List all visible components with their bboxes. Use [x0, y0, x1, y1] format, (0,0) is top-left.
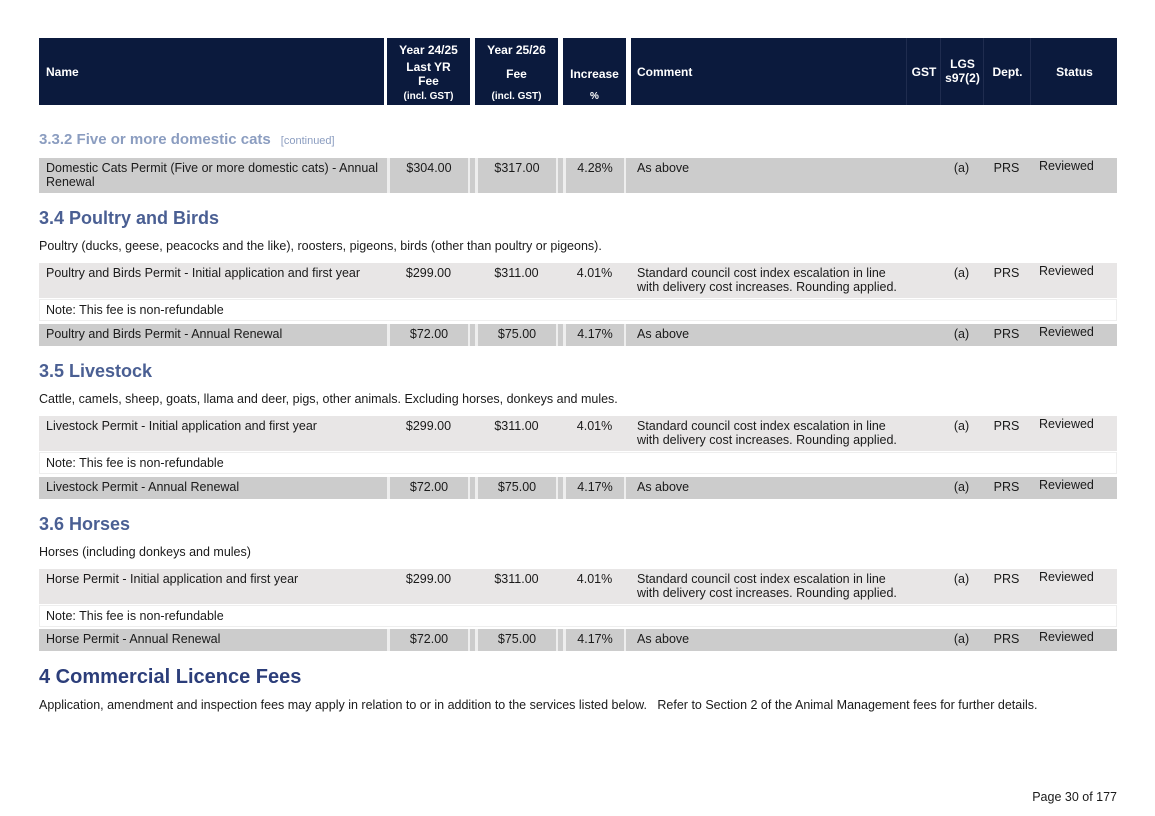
- cell-last-fee: $299.00: [405, 419, 452, 433]
- cell-name: Horse Permit - Initial application and first year: [46, 572, 299, 586]
- cell-lgs: (a): [953, 480, 970, 494]
- header-comment-group: [631, 38, 1117, 105]
- cell-dept: PRS: [993, 419, 1020, 433]
- cell-last-fee: $72.00: [387, 477, 470, 499]
- cell-lgs: (a): [953, 632, 970, 646]
- cell-comment: As above: [637, 161, 690, 175]
- cell-last-fee: $304.00: [387, 158, 470, 193]
- table-header: [39, 38, 1117, 105]
- header-lgs: LGS s97(2): [940, 38, 984, 105]
- cell-status: Reviewed: [1039, 417, 1094, 431]
- cell-comment: As above: [637, 327, 690, 341]
- cell-comment: Standard council cost index escalation in line with delivery cost increases. Rounding applied.: [637, 572, 897, 600]
- header-dept: Dept.: [983, 38, 1031, 105]
- cell-status: Reviewed: [1039, 159, 1094, 173]
- cell-status: Reviewed: [1039, 478, 1094, 492]
- cell-name: Livestock Permit - Annual Renewal: [46, 480, 240, 494]
- table-row: [39, 158, 1117, 193]
- cell-fee: $311.00: [494, 266, 539, 280]
- cell-lgs: (a): [953, 161, 970, 175]
- header-this-year-fee: Year 25/26 Fee (incl. GST): [475, 38, 558, 105]
- cell-last-fee: $72.00: [387, 629, 470, 651]
- section-desc-horses: Horses (including donkeys and mules): [39, 545, 251, 559]
- note-row: [39, 605, 1117, 627]
- section-heading-livestock: 3.5 Livestock: [39, 361, 153, 381]
- header-comment: Comment: [637, 65, 693, 79]
- header-increase: Increase %: [563, 38, 626, 105]
- section-heading-cats: 3.3.2 Five or more domestic cats [continued]: [39, 131, 335, 148]
- cell-increase: 4.17%: [563, 324, 626, 346]
- cell-lgs: (a): [953, 419, 970, 433]
- section-desc-livestock: Cattle, camels, sheep, goats, llama and deer, pigs, other animals. Excluding horses, donkeys and mules.: [39, 392, 618, 406]
- header-name: Name: [39, 38, 384, 105]
- table-row: [39, 477, 1117, 499]
- note-row: [39, 452, 1117, 474]
- page-number: Page 30 of 177: [1032, 790, 1117, 804]
- cell-name: Poultry and Birds Permit - Annual Renewal: [46, 327, 283, 341]
- cell-dept: PRS: [993, 266, 1020, 280]
- cell-name: Livestock Permit - Initial application and first year: [46, 419, 317, 433]
- section-heading-commercial: 4 Commercial Licence Fees: [39, 666, 302, 688]
- cell-fee: $75.00: [475, 324, 558, 346]
- section-desc-commercial: Application, amendment and inspection fees may apply in relation to or in addition to the services listed below. Refer to Section 2 of the Animal Management fees for further details.: [39, 698, 1038, 712]
- section-heading-horses: 3.6 Horses: [39, 514, 131, 534]
- cell-comment: As above: [637, 632, 690, 646]
- cell-increase: 4.01%: [576, 266, 613, 280]
- section-desc-poultry: Poultry (ducks, geese, peacocks and the like), roosters, pigeons, birds (other than poultry or pigeons).: [39, 239, 602, 253]
- cell-dept: PRS: [993, 327, 1020, 341]
- cell-dept: PRS: [993, 480, 1020, 494]
- table-row: [39, 324, 1117, 346]
- cell-fee: $311.00: [494, 572, 539, 586]
- table-row: [39, 629, 1117, 651]
- cell-comment: Standard council cost index escalation in line with delivery cost increases. Rounding applied.: [637, 266, 897, 294]
- cell-status: Reviewed: [1039, 570, 1094, 584]
- cell-increase: 4.28%: [563, 158, 626, 193]
- cell-note: Note: This fee is non-refundable: [46, 609, 224, 623]
- cell-dept: PRS: [993, 161, 1020, 175]
- header-gst: GST: [906, 38, 941, 105]
- cell-increase: 4.01%: [576, 572, 613, 586]
- table-row: [39, 416, 1117, 451]
- cell-dept: PRS: [993, 632, 1020, 646]
- cell-status: Reviewed: [1039, 325, 1094, 339]
- cell-note: Note: This fee is non-refundable: [46, 303, 224, 317]
- cell-fee: $75.00: [475, 629, 558, 651]
- cell-status: Reviewed: [1039, 264, 1094, 278]
- cell-last-fee: $299.00: [405, 266, 452, 280]
- note-row: [39, 299, 1117, 321]
- cell-fee: $317.00: [475, 158, 558, 193]
- cell-status: Reviewed: [1039, 630, 1094, 644]
- cell-fee: $75.00: [475, 477, 558, 499]
- header-last-year-fee: Year 24/25 Last YR Fee (incl. GST): [387, 38, 470, 105]
- cell-dept: PRS: [993, 572, 1020, 586]
- cell-note: Note: This fee is non-refundable: [46, 456, 224, 470]
- cell-increase: 4.17%: [563, 477, 626, 499]
- table-row: [39, 263, 1117, 298]
- cell-name: Domestic Cats Permit (Five or more domestic cats) - Annual Renewal: [46, 161, 379, 189]
- cell-fee: $311.00: [494, 419, 539, 433]
- cell-comment: Standard council cost index escalation in line with delivery cost increases. Rounding applied.: [637, 419, 897, 447]
- cell-name: Poultry and Birds Permit - Initial application and first year: [46, 266, 361, 280]
- table-row: [39, 569, 1117, 604]
- cell-lgs: (a): [953, 266, 970, 280]
- cell-last-fee: $299.00: [405, 572, 452, 586]
- cell-increase: 4.01%: [576, 419, 613, 433]
- cell-increase: 4.17%: [563, 629, 626, 651]
- cell-comment: As above: [637, 480, 690, 494]
- cell-lgs: (a): [953, 327, 970, 341]
- continued-label: [continued]: [280, 135, 335, 147]
- cell-name: Horse Permit - Annual Renewal: [46, 632, 221, 646]
- cell-lgs: (a): [953, 572, 970, 586]
- section-heading-poultry: 3.4 Poultry and Birds: [39, 208, 220, 228]
- cell-last-fee: $72.00: [387, 324, 470, 346]
- header-status: Status: [1030, 38, 1118, 105]
